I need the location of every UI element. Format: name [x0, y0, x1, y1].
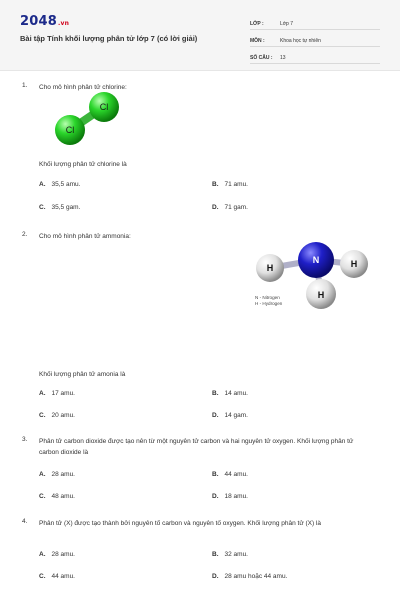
page-header	[0, 0, 400, 71]
option-a[interactable]	[39, 471, 75, 478]
question-number: 4.	[22, 518, 28, 525]
question-text: Cho mô hình phân tử chlorine:	[39, 84, 127, 91]
option-text: 20 amu.	[51, 412, 75, 419]
page-title: Bài tập Tính khối lượng phân tử lớp 7 (có lời giải)	[20, 34, 198, 43]
option-text: 32 amu.	[224, 551, 248, 558]
meta-row-class	[250, 14, 380, 30]
option-text: 44 amu.	[224, 471, 248, 478]
chlorine-molecule-image	[48, 92, 128, 148]
option-c[interactable]	[39, 573, 75, 580]
atom-label: H	[350, 259, 358, 269]
option-letter: D.	[212, 573, 219, 580]
option-letter: C.	[39, 573, 46, 580]
option-text: 14 gam.	[224, 412, 248, 419]
legend-hydrogen: H - Hydrogen	[255, 301, 283, 306]
meta-value: Khoa học tự nhiên	[280, 38, 321, 44]
option-letter: C.	[39, 412, 46, 419]
option-text: 28 amu.	[51, 471, 75, 478]
logo-main: 2048	[20, 14, 57, 29]
meta-value: 13	[280, 55, 286, 61]
question-number: 1.	[22, 82, 28, 89]
question-text: Cho mô hình phân tử ammonia:	[39, 233, 131, 240]
option-text: 35,5 gam.	[51, 204, 81, 211]
option-b[interactable]	[212, 181, 248, 188]
option-letter: B.	[212, 551, 219, 558]
option-d[interactable]	[212, 573, 287, 580]
question-number: 3.	[22, 436, 28, 443]
option-text: 28 amu hoặc 44 amu.	[224, 573, 288, 580]
atom-label: Cl	[65, 125, 75, 135]
option-letter: A.	[39, 551, 46, 558]
meta-key: SỐ CÂU :	[250, 55, 273, 61]
option-c[interactable]	[39, 493, 75, 500]
option-d[interactable]	[212, 204, 248, 211]
option-letter: D.	[212, 412, 219, 419]
atom-label: N	[312, 255, 320, 265]
option-letter: A.	[39, 181, 46, 188]
option-text: 71 gam.	[224, 204, 248, 211]
meta-row-subject	[250, 31, 380, 47]
option-text: 14 amu.	[224, 390, 248, 397]
question-number: 2.	[22, 231, 28, 238]
meta-row-count	[250, 48, 380, 64]
question-text: Phân tử carbon dioxide được tạo nên từ một nguyên tử carbon và hai nguyên tử oxygen. Khối lượng phân tử carbon dioxide là	[39, 438, 354, 456]
legend-nitrogen: N - Nitrogen	[255, 295, 280, 300]
option-d[interactable]	[212, 493, 248, 500]
option-letter: A.	[39, 390, 46, 397]
option-text: 18 amu.	[224, 493, 248, 500]
option-letter: D.	[212, 204, 219, 211]
option-a[interactable]	[39, 181, 80, 188]
option-text: 28 amu.	[51, 551, 75, 558]
option-c[interactable]	[39, 412, 75, 419]
meta-key: LỚP :	[250, 21, 264, 27]
logo-tld: .vn	[57, 20, 70, 27]
atom-label: H	[266, 263, 274, 273]
option-letter: B.	[212, 181, 219, 188]
option-c[interactable]	[39, 204, 80, 211]
option-letter: B.	[212, 471, 219, 478]
option-letter: B.	[212, 390, 219, 397]
option-b[interactable]	[212, 471, 248, 478]
meta-key: MÔN :	[250, 38, 265, 44]
option-letter: A.	[39, 471, 46, 478]
option-letter: C.	[39, 204, 46, 211]
molecule-legend	[255, 295, 282, 307]
meta-info	[250, 14, 380, 65]
option-text: 35,5 amu.	[51, 181, 81, 188]
atom-label: Cl	[99, 102, 109, 112]
atom-label: H	[317, 290, 325, 300]
option-a[interactable]	[39, 390, 75, 397]
option-letter: C.	[39, 493, 46, 500]
option-a[interactable]	[39, 551, 75, 558]
option-letter: D.	[212, 493, 219, 500]
option-text: 48 amu.	[51, 493, 75, 500]
option-text: 71 amu.	[224, 181, 248, 188]
question-text: Phân tử (X) được tạo thành bởi nguyên tố carbon và nguyên tố oxygen. Khối lượng phân tử (X) là	[39, 520, 322, 527]
option-b[interactable]	[212, 390, 248, 397]
option-text: 17 amu.	[51, 390, 75, 397]
option-d[interactable]	[212, 412, 248, 419]
meta-value: Lớp 7	[280, 21, 294, 27]
site-logo[interactable]	[20, 14, 69, 29]
question-prompt: Khối lượng phân tử chlorine là	[39, 161, 127, 168]
question-prompt: Khối lượng phân tử amonia là	[39, 371, 126, 378]
option-b[interactable]	[212, 551, 248, 558]
option-text: 44 amu.	[51, 573, 75, 580]
